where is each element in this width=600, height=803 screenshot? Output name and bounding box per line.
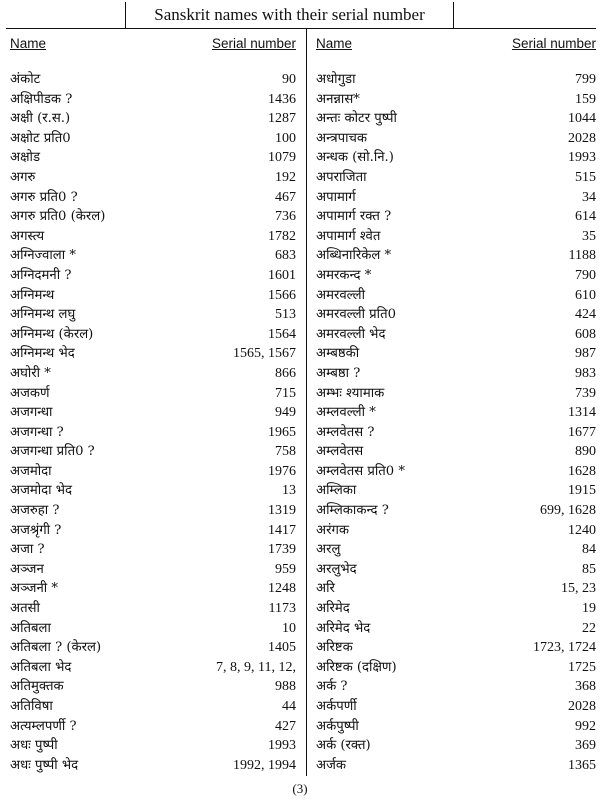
list-item bbox=[8, 286, 298, 306]
entry-name: अञ्जनी * bbox=[10, 581, 58, 597]
entry-name: अजकर्ण bbox=[10, 385, 50, 401]
entry-serial: 987 bbox=[575, 346, 596, 362]
entry-name: अरिमेद भेद bbox=[316, 620, 371, 636]
right-column bbox=[314, 30, 598, 775]
list-item bbox=[314, 70, 598, 90]
list-item bbox=[8, 579, 298, 599]
entry-name: अग्निमन्थ भेद bbox=[10, 346, 75, 362]
entry-serial: 614 bbox=[575, 209, 596, 225]
list-item bbox=[8, 638, 298, 658]
entry-serial: 866 bbox=[275, 365, 296, 381]
entry-serial: 699, 1628 bbox=[540, 503, 596, 519]
entry-serial: 1976 bbox=[268, 463, 296, 479]
list-item bbox=[8, 756, 298, 776]
right-column-header bbox=[314, 30, 598, 60]
entry-serial: 1566 bbox=[268, 287, 296, 303]
list-item bbox=[8, 168, 298, 188]
entry-name: अरि bbox=[316, 581, 335, 597]
entry-serial: 19 bbox=[582, 601, 596, 617]
left-column-header bbox=[8, 30, 298, 60]
list-item bbox=[314, 403, 598, 423]
header-rule bbox=[6, 28, 596, 29]
column-divider bbox=[306, 29, 307, 776]
list-item bbox=[314, 325, 598, 345]
entry-serial: 988 bbox=[275, 679, 296, 695]
entry-serial: 1723, 1724 bbox=[533, 640, 596, 656]
list-item bbox=[8, 736, 298, 756]
list-item bbox=[314, 717, 598, 737]
entry-serial: 1314 bbox=[568, 405, 596, 421]
entry-name: अरंगक bbox=[316, 522, 350, 538]
entry-name: अमरवल्ली प्रति0 bbox=[316, 307, 397, 323]
list-item bbox=[8, 364, 298, 384]
entry-serial: 736 bbox=[275, 209, 296, 225]
list-item bbox=[8, 305, 298, 325]
entry-name: अम्लवेतस प्रति0 * bbox=[316, 463, 405, 479]
list-item bbox=[314, 286, 598, 306]
list-item bbox=[8, 148, 298, 168]
list-item bbox=[314, 148, 598, 168]
entry-name: अम्लिकाकन्द ? bbox=[316, 503, 389, 519]
entry-name: अम्लवल्ली * bbox=[316, 405, 376, 421]
entry-name: अधोगुडा bbox=[316, 72, 356, 87]
list-item bbox=[8, 599, 298, 619]
entry-serial: 7, 8, 9, 11, 12, bbox=[216, 659, 296, 675]
list-item bbox=[314, 423, 598, 443]
entry-name: अम्लिका bbox=[316, 483, 357, 499]
list-item bbox=[314, 168, 598, 188]
entry-serial: 1079 bbox=[268, 150, 296, 166]
entry-name: अग्निमन्थ लघु bbox=[10, 307, 76, 323]
entry-name: अत्यम्लपर्णी ? bbox=[10, 718, 77, 734]
entry-name: अक्षिपीडक ? bbox=[10, 91, 73, 107]
entry-serial: 1564 bbox=[268, 326, 296, 342]
list-item bbox=[314, 227, 598, 247]
entry-serial: 1565, 1567 bbox=[233, 346, 296, 362]
entry-name: अरलु bbox=[316, 542, 341, 558]
list-item bbox=[314, 677, 598, 697]
entry-name: अधः पुष्पी bbox=[10, 738, 58, 754]
list-item bbox=[314, 442, 598, 462]
entry-serial: 1915 bbox=[568, 483, 596, 499]
list-item bbox=[8, 658, 298, 678]
entry-serial: 1044 bbox=[568, 111, 596, 127]
entry-name: अम्लवेतस bbox=[316, 444, 364, 460]
entry-serial: 799 bbox=[575, 72, 596, 87]
entry-name: अर्कपर्णी bbox=[316, 699, 357, 714]
entry-serial: 1417 bbox=[268, 522, 296, 538]
entry-name: अतिविषा bbox=[10, 699, 53, 714]
entry-serial: 22 bbox=[582, 620, 596, 636]
entry-name: अन्त्रपाचक bbox=[316, 130, 368, 146]
entry-name: अरिष्टक (दक्षिण) bbox=[316, 659, 397, 675]
list-item bbox=[314, 638, 598, 658]
list-item bbox=[8, 540, 298, 560]
serial-header: Serial number bbox=[211, 36, 296, 51]
list-item bbox=[314, 109, 598, 129]
entry-name: अञ्जन bbox=[10, 561, 44, 577]
list-item bbox=[8, 560, 298, 580]
entry-name: अब्धिनारिकेल * bbox=[316, 248, 392, 264]
entry-name: अर्क (रक्त) bbox=[316, 738, 371, 754]
list-item bbox=[314, 129, 598, 149]
list-item bbox=[8, 384, 298, 404]
list-item bbox=[314, 501, 598, 521]
entry-name: अम्बष्ठा ? bbox=[316, 365, 361, 381]
entry-name: अपामार्ग bbox=[316, 189, 356, 205]
list-item bbox=[8, 70, 298, 90]
entry-name: अजा ? bbox=[10, 542, 45, 558]
entry-serial: 100 bbox=[275, 130, 296, 146]
entry-serial: 2028 bbox=[568, 699, 596, 714]
entry-name: अतिबला ? (केरल) bbox=[10, 640, 102, 656]
list-item bbox=[314, 579, 598, 599]
entry-name: अगरु प्रति0 (केरल) bbox=[10, 209, 106, 225]
entry-serial: 1319 bbox=[268, 503, 296, 519]
entry-serial: 1739 bbox=[268, 542, 296, 558]
entry-serial: 1287 bbox=[268, 111, 296, 127]
entry-name: अजगन्धा ? bbox=[10, 424, 64, 440]
list-item bbox=[314, 344, 598, 364]
entry-name: अर्जक bbox=[316, 757, 346, 773]
entry-name: अजगन्धा प्रति0 ? bbox=[10, 444, 95, 460]
entry-name: अजश्रृंगी ? bbox=[10, 522, 62, 538]
entry-serial: 424 bbox=[575, 307, 596, 323]
list-item bbox=[314, 384, 598, 404]
entry-serial: 1365 bbox=[568, 757, 596, 773]
entry-serial: 10 bbox=[282, 620, 296, 636]
entry-serial: 715 bbox=[275, 385, 296, 401]
list-item bbox=[8, 442, 298, 462]
list-item bbox=[8, 521, 298, 541]
entry-serial: 369 bbox=[575, 738, 596, 754]
entry-serial: 35 bbox=[582, 228, 596, 244]
entry-serial: 992 bbox=[575, 718, 596, 734]
entry-name: अगरु प्रति0 ? bbox=[10, 189, 78, 205]
entry-serial: 1992, 1994 bbox=[233, 757, 296, 773]
entry-name: अपराजिता bbox=[316, 169, 367, 185]
entry-serial: 84 bbox=[582, 542, 596, 558]
right-rows bbox=[314, 70, 598, 775]
entry-serial: 2028 bbox=[568, 130, 596, 146]
entry-name: अक्षोड bbox=[10, 150, 41, 166]
list-item bbox=[314, 736, 598, 756]
list-item bbox=[8, 129, 298, 149]
entry-serial: 192 bbox=[275, 169, 296, 185]
entry-serial: 515 bbox=[575, 169, 596, 185]
entry-serial: 44 bbox=[282, 699, 296, 714]
entry-name: अमरवल्ली भेद bbox=[316, 326, 386, 342]
entry-serial: 608 bbox=[575, 326, 596, 342]
entry-serial: 13 bbox=[282, 483, 296, 499]
entry-serial: 683 bbox=[275, 248, 296, 264]
left-rows bbox=[8, 70, 298, 775]
entry-name: अघोरी * bbox=[10, 365, 51, 381]
entry-name: अतिबला भेद bbox=[10, 659, 72, 675]
entry-name: अग्निमन्थ (केरल) bbox=[10, 326, 94, 342]
entry-name: अजगन्धा bbox=[10, 405, 53, 421]
list-item bbox=[314, 90, 598, 110]
entry-serial: 1782 bbox=[268, 228, 296, 244]
list-item bbox=[8, 344, 298, 364]
list-item bbox=[8, 227, 298, 247]
list-item bbox=[8, 423, 298, 443]
entry-name: अजमोदा भेद bbox=[10, 483, 73, 499]
entry-name: अग्निमन्थ bbox=[10, 287, 55, 303]
entry-serial: 790 bbox=[575, 267, 596, 283]
page-title: Sanskrit names with their serial number bbox=[125, 2, 454, 29]
list-item bbox=[314, 521, 598, 541]
serial-header: Serial number bbox=[511, 36, 596, 51]
list-item bbox=[8, 325, 298, 345]
entry-serial: 959 bbox=[275, 561, 296, 577]
entry-serial: 90 bbox=[282, 72, 296, 87]
entry-serial: 610 bbox=[575, 287, 596, 303]
entry-name: अर्क ? bbox=[316, 679, 348, 695]
entry-serial: 983 bbox=[575, 365, 596, 381]
entry-name: अमरकन्द * bbox=[316, 267, 372, 283]
list-item bbox=[8, 188, 298, 208]
list-item bbox=[314, 246, 598, 266]
entry-name: अंकोट bbox=[10, 72, 41, 87]
entry-serial: 1248 bbox=[268, 581, 296, 597]
list-item bbox=[8, 697, 298, 717]
list-item bbox=[314, 599, 598, 619]
entry-name: अग्निदमनी ? bbox=[10, 267, 72, 283]
list-item bbox=[8, 677, 298, 697]
list-item bbox=[8, 246, 298, 266]
list-item bbox=[8, 481, 298, 501]
page-number: (3) bbox=[292, 781, 308, 796]
entry-serial: 1725 bbox=[568, 659, 596, 675]
left-column bbox=[8, 30, 298, 775]
list-item bbox=[314, 481, 598, 501]
entry-serial: 1628 bbox=[568, 463, 596, 479]
entry-name: अजमोदा bbox=[10, 463, 52, 479]
entry-name: अतिमुक्तक bbox=[10, 679, 64, 695]
entry-name: अन्तः कोटर पुष्पी bbox=[316, 111, 397, 127]
entry-serial: 1436 bbox=[268, 91, 296, 107]
list-item bbox=[8, 90, 298, 110]
entry-serial: 1993 bbox=[568, 150, 596, 166]
entry-serial: 1405 bbox=[268, 640, 296, 656]
list-item bbox=[314, 697, 598, 717]
list-item bbox=[314, 305, 598, 325]
entry-name: अरिष्टक bbox=[316, 640, 353, 656]
entry-serial: 1993 bbox=[268, 738, 296, 754]
list-item bbox=[8, 403, 298, 423]
entry-serial: 758 bbox=[275, 444, 296, 460]
entry-name: अम्बष्ठकी bbox=[316, 346, 360, 362]
list-item bbox=[314, 207, 598, 227]
list-item bbox=[314, 188, 598, 208]
entry-serial: 15, 23 bbox=[561, 581, 596, 597]
list-item bbox=[8, 207, 298, 227]
list-item bbox=[314, 756, 598, 776]
entry-serial: 368 bbox=[575, 679, 596, 695]
entry-serial: 1173 bbox=[268, 601, 296, 617]
list-item bbox=[314, 364, 598, 384]
entry-name: अम्भः श्यामाक bbox=[316, 385, 385, 401]
list-item bbox=[314, 540, 598, 560]
list-item bbox=[314, 462, 598, 482]
list-item bbox=[314, 266, 598, 286]
entry-name: अमरवल्ली bbox=[316, 287, 365, 303]
entry-serial: 427 bbox=[275, 718, 296, 734]
entry-serial: 949 bbox=[275, 405, 296, 421]
list-item bbox=[8, 109, 298, 129]
entry-name: अतसी bbox=[10, 601, 40, 617]
entry-serial: 159 bbox=[575, 91, 596, 107]
entry-serial: 34 bbox=[582, 189, 596, 205]
entry-name: अतिबला bbox=[10, 620, 51, 636]
entry-serial: 513 bbox=[275, 307, 296, 323]
list-item bbox=[8, 501, 298, 521]
name-header: Name bbox=[316, 36, 353, 51]
entry-serial: 890 bbox=[575, 444, 596, 460]
entry-name: अम्लवेतस ? bbox=[316, 424, 375, 440]
name-header: Name bbox=[10, 36, 47, 51]
entry-name: अपामार्ग रक्त ? bbox=[316, 209, 392, 225]
entry-name: अधः पुष्पी भेद bbox=[10, 757, 79, 773]
entry-name: अनन्नास* bbox=[316, 91, 360, 107]
entry-serial: 1677 bbox=[568, 424, 596, 440]
entry-serial: 1965 bbox=[268, 424, 296, 440]
entry-serial: 1240 bbox=[568, 522, 596, 538]
list-item bbox=[314, 658, 598, 678]
entry-serial: 1188 bbox=[568, 248, 596, 264]
entry-serial: 1601 bbox=[268, 267, 296, 283]
entry-serial: 467 bbox=[275, 189, 296, 205]
entry-serial: 85 bbox=[582, 561, 596, 577]
entry-name: अरलुभेद bbox=[316, 561, 357, 577]
entry-name: अगरु bbox=[10, 169, 36, 185]
entry-name: अक्षोट प्रति0 bbox=[10, 130, 71, 146]
list-item bbox=[8, 717, 298, 737]
entry-name: अर्कपुष्पी bbox=[316, 718, 359, 734]
entry-name: अजरुहा ? bbox=[10, 503, 60, 519]
entry-name: अक्षी (र.स.) bbox=[10, 111, 71, 127]
list-item bbox=[314, 560, 598, 580]
entry-name: अन्धक (सो.नि.) bbox=[316, 150, 394, 166]
entry-name: अरिमेद bbox=[316, 601, 350, 617]
list-item bbox=[314, 619, 598, 639]
entry-serial: 739 bbox=[575, 385, 596, 401]
list-item bbox=[8, 266, 298, 286]
list-item bbox=[8, 462, 298, 482]
entry-name: अपामार्ग श्वेत bbox=[316, 228, 381, 244]
list-item bbox=[8, 619, 298, 639]
entry-name: अगस्त्य bbox=[10, 228, 45, 244]
entry-name: अग्निज्वाला * bbox=[10, 248, 76, 264]
